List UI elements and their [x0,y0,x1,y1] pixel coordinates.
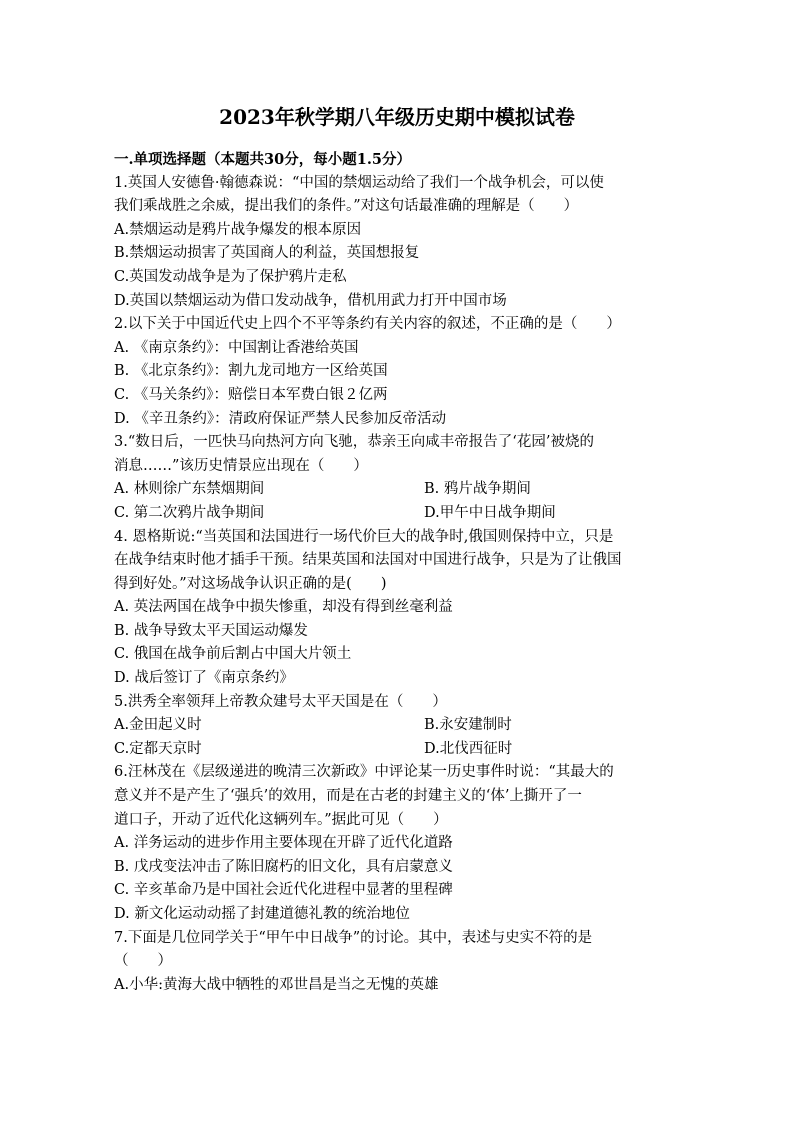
question-stem: 得到好处。”对这场战争认识正确的是( ) [114,575,387,592]
option-row [114,502,684,526]
question-stem: （ ） [114,953,172,970]
option-b: B. 戊戌变法冲击了陈旧腐朽的旧文化，具有启蒙意义 [114,858,453,875]
question-1 [114,172,684,314]
exam-content [114,148,684,997]
question-stem: 意义并不是产生了‘强兵’的效用，而是在古老的封建主义的‘体’上撕开了一 [114,788,582,805]
question-5 [114,691,684,762]
option-c: C. 第二次鸦片战争期间 [114,504,265,521]
question-6 [114,761,684,926]
question-stem: 4. 恩格斯说:“当英国和法国进行一场代价巨大的战争时,俄国则保持中立，只是 [114,528,614,545]
option-a: A.禁烟运动是鸦片战争爆发的根本原因 [114,221,362,238]
option-a: A. 洋务运动的进步作用主要体现在开辟了近代化道路 [114,835,453,852]
option-a: A.金田起义时 [114,717,202,734]
option-a: A.小华:黄海大战中牺牲的邓世昌是当之无愧的英雄 [114,976,439,993]
question-stem: 消息……”该历史情景应出现在（ ） [114,457,368,474]
question-stem: 道口子，开动了近代化这辆列车。”据此可见（ ） [114,811,448,828]
option-row [114,738,684,762]
option-d: D.英国以禁烟运动为借口发动战争，借机用武力打开中国市场 [114,292,507,309]
question-stem: 7.下面是几位同学关于“甲午中日战争”的讨论。其中，表述与史实不符的是 [114,929,593,946]
option-a: A. 英法两国在战争中损失惨重，却没有得到丝毫利益 [114,599,453,616]
question-stem: 我们乘战胜之余威，提出我们的条件。”对这句话最准确的理解是（ ） [114,198,579,215]
option-row [114,714,684,738]
question-3 [114,431,684,525]
question-stem: 在战争结束时他才插手干预。结果英国和法国对中国进行战争，只是为了让俄国 [114,552,622,569]
option-d: D. 战后签订了《南京条约》 [114,670,294,687]
option-d: D.北伐西征时 [424,740,513,757]
question-4 [114,526,684,691]
option-b: B. 《北京条约》：割九龙司地方一区给英国 [114,363,388,380]
option-a: A. 《南京条约》：中国割让香港给英国 [114,339,359,356]
option-b: B.永安建制时 [424,717,512,734]
option-c: C. 《马关条约》：赔偿日本军费白银２亿两 [114,386,388,403]
option-c: C. 辛亥革命乃是中国社会近代化进程中显著的里程碑 [114,882,453,899]
option-row [114,478,684,502]
option-b: B. 战争导致太平天国运动爆发 [114,622,308,639]
question-stem: 6.汪林茂在《层级递进的晚清三次新政》中评论某一历史事件时说：“其最大的 [114,764,614,781]
option-d: D.甲午中日战争期间 [424,504,556,521]
option-b: B. 鸦片战争期间 [424,481,531,498]
question-stem: 5.洪秀全率领拜上帝教众建号太平天国是在（ ） [114,693,447,710]
page-title: 2023年秋学期八年级历史期中模拟试卷 [219,105,575,129]
section-heading: 一.单项选择题（本题共30分，每小题1.5分） [114,151,411,168]
question-2 [114,313,684,431]
question-stem: 3.“数日后，一匹快马向热河方向飞驰，恭亲王向咸丰帝报告了‘花园’被烧的 [114,434,594,451]
option-c: C. 俄国在战争前后割占中国大片领土 [114,646,352,663]
option-a: A. 林则徐广东禁烟期间 [114,481,265,498]
option-d: D. 新文化运动动摇了封建道德礼教的统治地位 [114,906,410,922]
option-c: C.定都天京时 [114,740,202,757]
option-d: D. 《辛丑条约》：清政府保证严禁人民参加反帝活动 [114,410,447,427]
question-stem: 2.以下关于中国近代史上四个不平等条约有关内容的叙述，不正确的是（ ） [114,316,621,333]
question-7 [114,927,684,998]
option-b: B.禁烟运动损害了英国商人的利益，英国想报复 [114,245,420,262]
question-stem: 1.英国人安德鲁·翰德森说：“中国的禁烟运动给了我们一个战争机会，可以使 [114,174,604,191]
option-c: C.英国发动战争是为了保护鸦片走私 [114,268,347,285]
